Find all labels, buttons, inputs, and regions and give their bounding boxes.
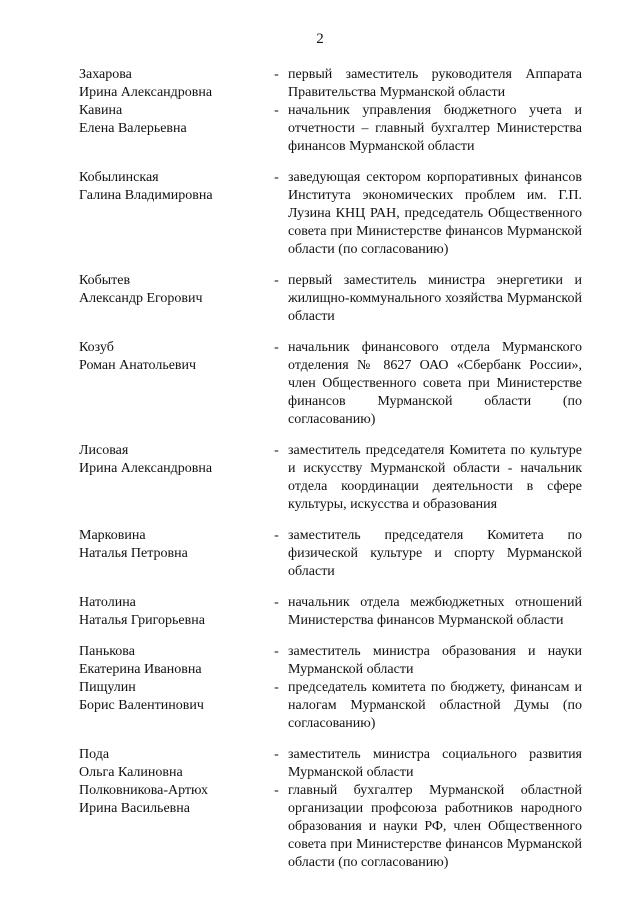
member-surname: Кобытев	[79, 273, 131, 288]
member-position: первый заместитель министра энергетики и жилищно-коммунального хозяйства Мурманской области	[288, 273, 582, 324]
member-name	[79, 746, 265, 782]
member-entry	[79, 594, 582, 630]
member-surname: Кавина	[79, 103, 123, 118]
dash-separator: -	[274, 273, 279, 288]
member-position: начальник управления бюджетного учета и отчетности – главный бухгалтер Министерства финансов Мурманской области	[288, 103, 582, 154]
member-position: начальник финансового отдела Мурманского отделения № 8627 ОАО «Сбербанк России», член Общественного совета при Министерстве финансов Мурманской области (по согласованию)	[288, 340, 582, 427]
member-name	[79, 782, 265, 818]
member-surname: Козуб	[79, 340, 114, 355]
member-name	[79, 594, 265, 630]
dash-separator: -	[274, 747, 279, 762]
member-surname: Панькова	[79, 644, 135, 659]
member-given-names: Галина Владимировна	[79, 188, 213, 203]
member-surname: Пищулин	[79, 680, 136, 695]
member-entry	[79, 782, 582, 872]
member-position: заместитель министра образования и науки Мурманской области	[288, 644, 582, 677]
member-position: председатель комитета по бюджету, финансам и налогам Мурманской областной Думы (по согласованию)	[288, 680, 582, 731]
dash-separator: -	[274, 680, 279, 695]
member-position: заместитель председателя Комитета по физической культуре и спорту Мурманской области	[288, 528, 582, 579]
dash-separator: -	[274, 528, 279, 543]
member-given-names: Борис Валентинович	[79, 698, 204, 713]
member-name	[79, 442, 265, 478]
member-name	[79, 272, 265, 308]
member-entry	[79, 527, 582, 581]
member-given-names: Елена Валерьевна	[79, 121, 187, 136]
member-given-names: Ирина Александровна	[79, 85, 213, 100]
dash-separator: -	[274, 170, 279, 185]
member-entry	[79, 102, 582, 156]
dash-separator: -	[274, 103, 279, 118]
member-position: заведующая сектором корпоративных финансов Института экономических проблем им. Г.П. Лузина КНЦ РАН, председатель Общественного совета при Министерстве финансов Мурманской области (по согласованию)	[288, 170, 582, 257]
member-entry	[79, 442, 582, 514]
dash-separator: -	[274, 644, 279, 659]
member-surname: Захарова	[79, 67, 132, 82]
dash-separator: -	[274, 67, 279, 82]
page-number: 2	[316, 31, 324, 47]
member-entry	[79, 679, 582, 733]
member-given-names: Ольга Калиновна	[79, 765, 183, 780]
member-name	[79, 66, 265, 102]
member-given-names: Екатерина Ивановна	[79, 662, 202, 677]
member-given-names: Ирина Васильевна	[79, 801, 190, 816]
member-name	[79, 102, 265, 138]
member-surname: Натолина	[79, 595, 136, 610]
member-surname: Кобылинская	[79, 170, 159, 185]
member-position: начальник отдела межбюджетных отношений Министерства финансов Мурманской области	[288, 595, 582, 628]
member-name	[79, 679, 265, 715]
member-given-names: Наталья Григорьевна	[79, 613, 205, 628]
member-name	[79, 169, 265, 205]
member-entry	[79, 66, 582, 102]
member-surname: Лисовая	[79, 443, 129, 458]
member-list	[79, 66, 582, 885]
member-entry	[79, 643, 582, 679]
member-given-names: Наталья Петровна	[79, 546, 188, 561]
member-entry	[79, 272, 582, 326]
member-name	[79, 339, 265, 375]
member-surname: Полковникова-Артюх	[79, 783, 208, 798]
member-name	[79, 643, 265, 679]
member-position: главный бухгалтер Мурманской областной организации профсоюза работников народного образования и науки РФ, член Общественного совета при Министерстве финансов Мурманской области (по согласованию)	[288, 783, 582, 870]
member-position: заместитель министра социального развития Мурманской области	[288, 747, 582, 780]
member-position: первый заместитель руководителя Аппарата Правительства Мурманской области	[288, 67, 582, 100]
dash-separator: -	[274, 595, 279, 610]
member-surname: Пода	[79, 747, 110, 762]
member-entry	[79, 169, 582, 259]
dash-separator: -	[274, 340, 279, 355]
member-entry	[79, 746, 582, 782]
member-given-names: Александр Егорович	[79, 291, 203, 306]
member-position: заместитель председателя Комитета по культуре и искусству Мурманской области - начальник отдела координации деятельности в сфере культуры, искусства и образования	[288, 443, 582, 512]
dash-separator: -	[274, 443, 279, 458]
member-name	[79, 527, 265, 563]
member-entry	[79, 339, 582, 429]
dash-separator: -	[274, 783, 279, 798]
member-surname: Марковина	[79, 528, 146, 543]
member-given-names: Роман Анатольевич	[79, 358, 197, 373]
member-given-names: Ирина Александровна	[79, 461, 213, 476]
